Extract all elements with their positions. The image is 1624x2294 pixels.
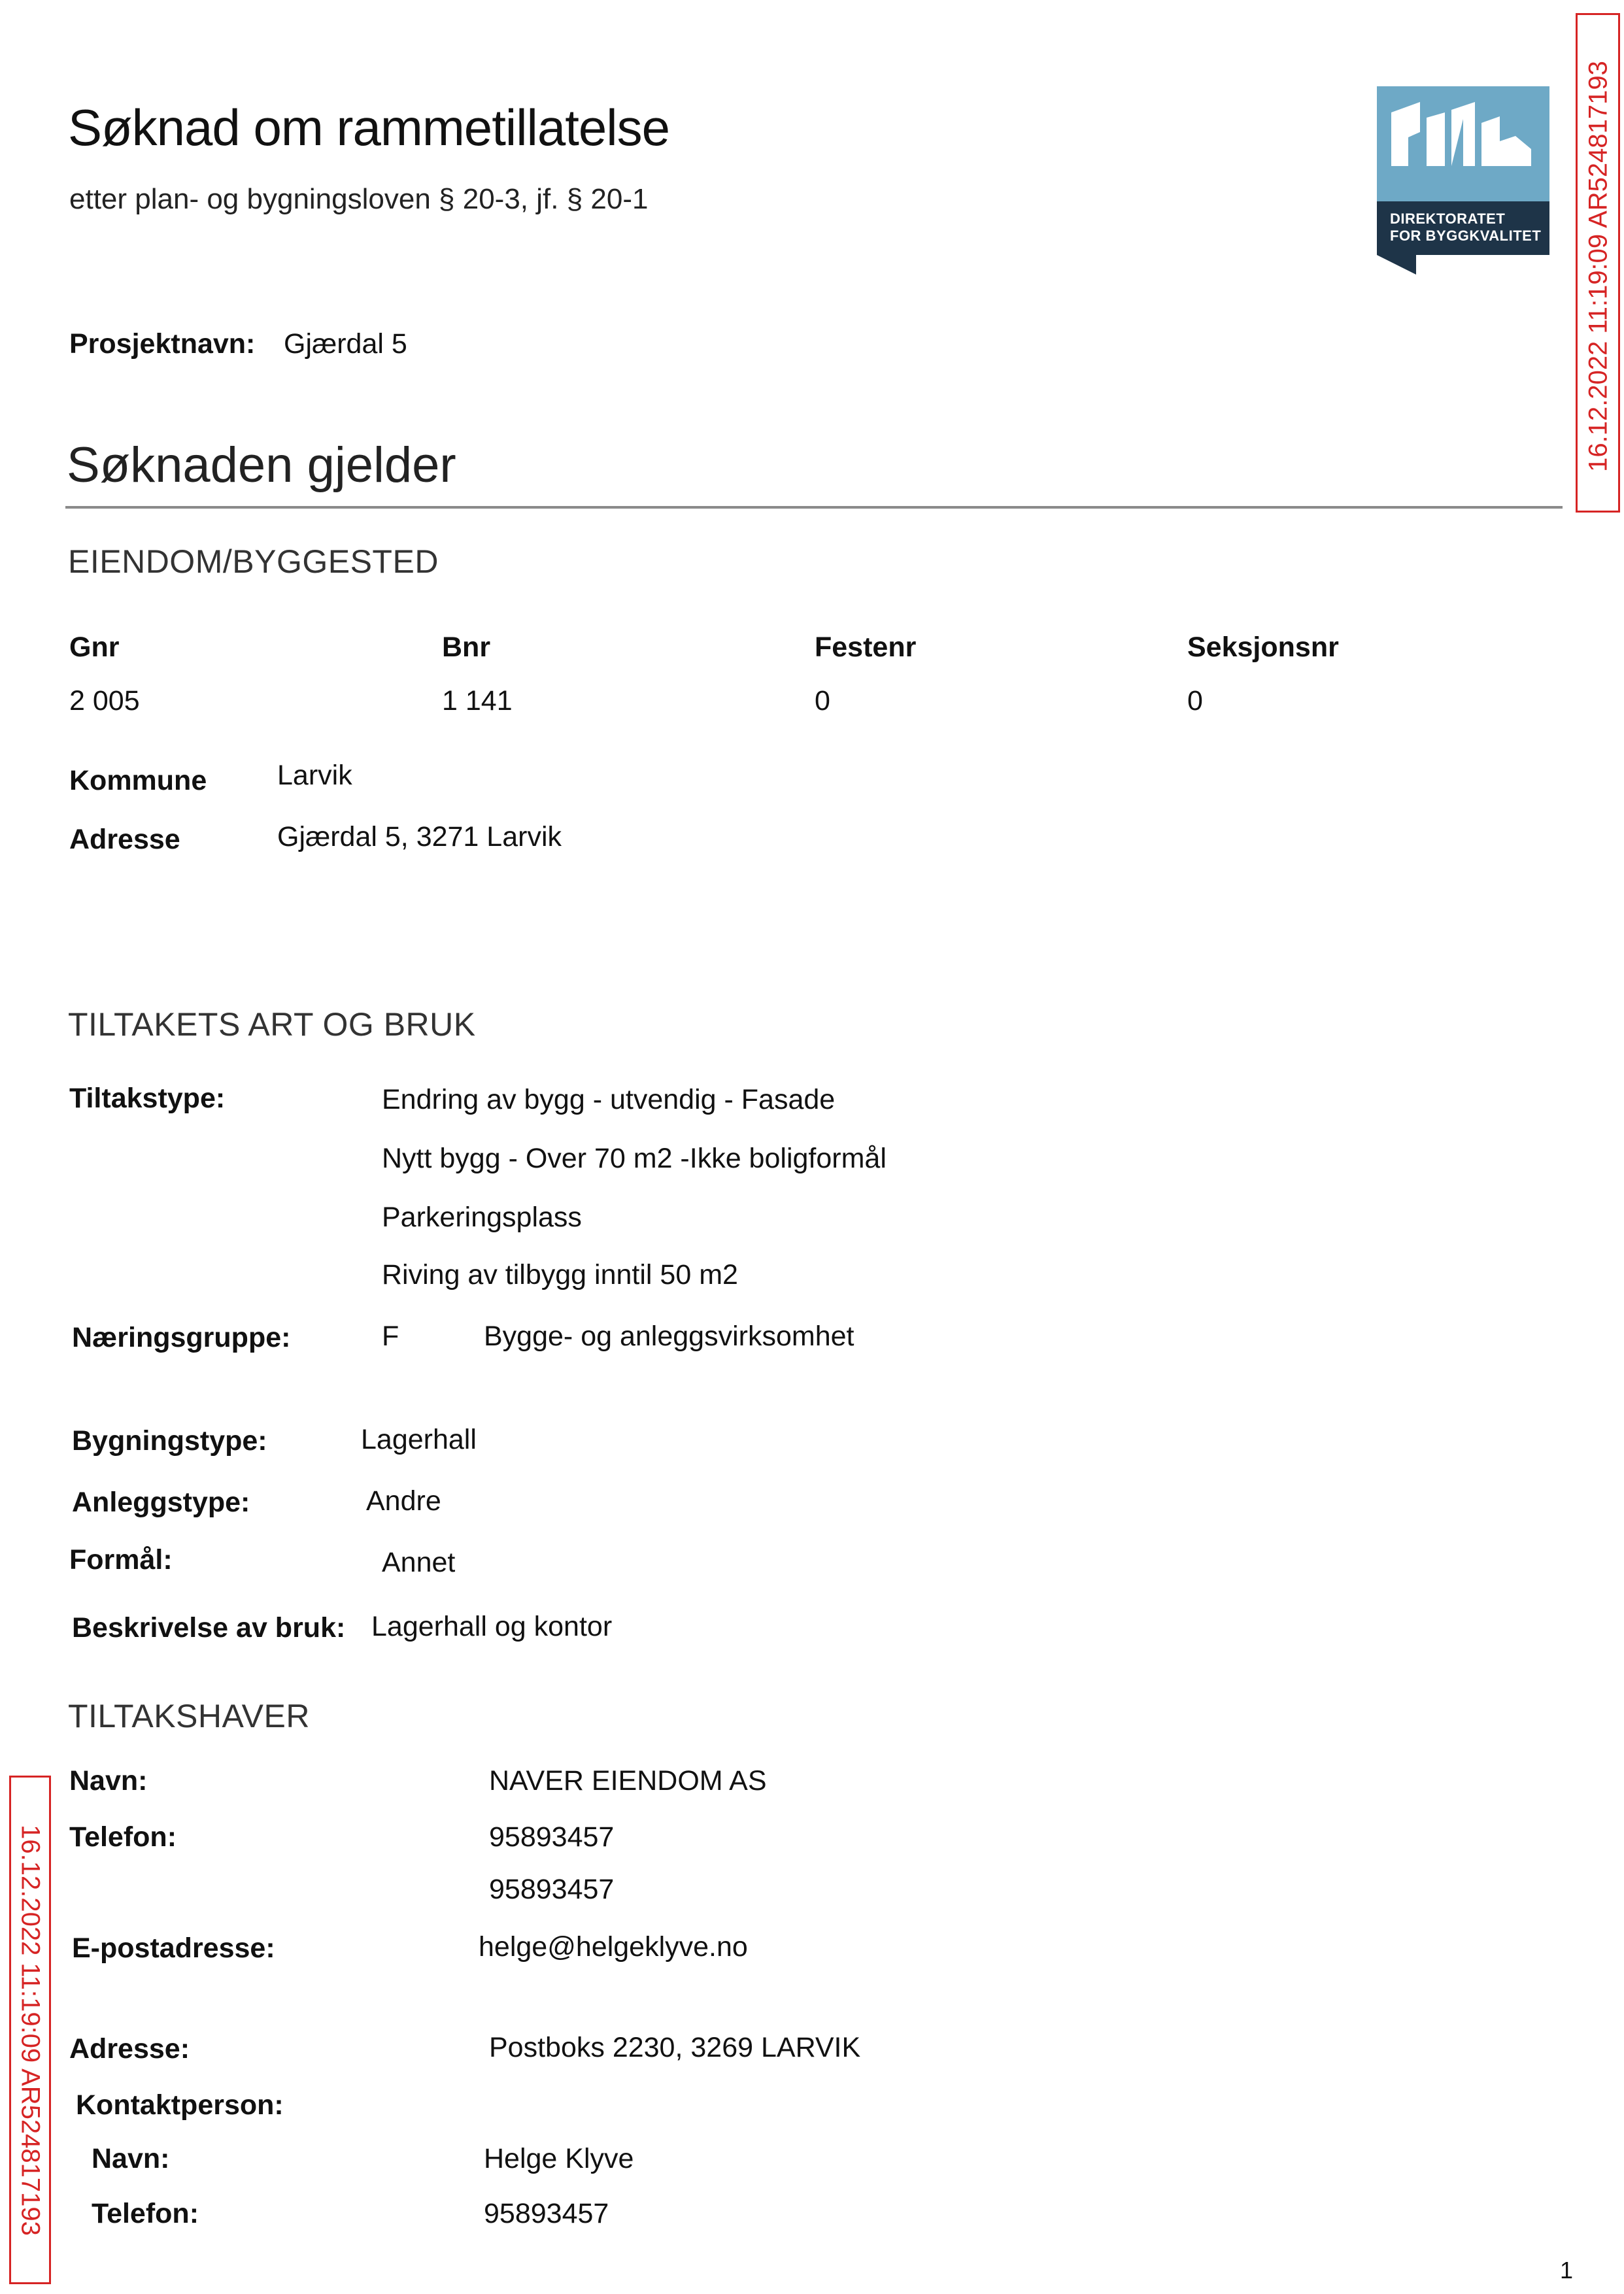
telefon-value: 95893457 <box>489 1874 615 1905</box>
page-number: 1 <box>1560 2257 1574 2284</box>
tiltakstype-item: Riving av tilbygg inntil 50 m2 <box>382 1259 738 1290</box>
adresse-value: Gjærdal 5, 3271 Larvik <box>277 821 562 852</box>
anleggstype-value: Andre <box>366 1485 441 1517</box>
timestamp-stamp-top <box>1576 13 1620 513</box>
adresse-label: Adresse <box>69 824 180 855</box>
heading-tiltakshaver: TILTAKSHAVER <box>68 1698 310 1734</box>
adresse-value-tiltakshaver: Postboks 2230, 3269 LARVIK <box>489 2032 861 2063</box>
kontakt-navn-label: Navn: <box>92 2143 170 2174</box>
telefon-value: 95893457 <box>489 1821 615 1853</box>
navn-label: Navn: <box>69 1765 148 1796</box>
seksjonsnr-value: 0 <box>1187 685 1203 717</box>
telefon-label: Telefon: <box>69 1821 177 1853</box>
gnr-value: 2 005 <box>69 685 140 717</box>
epost-value: helge@helgeklyve.no <box>479 1931 748 1963</box>
section-divider <box>65 506 1563 509</box>
festenr-value: 0 <box>815 685 830 717</box>
tiltakstype-label: Tiltakstype: <box>69 1083 226 1114</box>
anleggstype-label: Anleggstype: <box>72 1487 250 1518</box>
formal-label: Formål: <box>69 1544 173 1576</box>
tiltakstype-item: Nytt bygg - Over 70 m2 -Ikke boligformål <box>382 1143 887 1174</box>
dibk-logo-graphic <box>1377 86 1549 275</box>
naeringsgruppe-value: Bygge- og anleggsvirksomhet <box>484 1321 854 1352</box>
timestamp-stamp-left-text: 16.12.2022 11:19:09 AR524817193 <box>16 1825 45 2236</box>
document-subtitle: etter plan- og bygningsloven § 20-3, jf. § 20-1 <box>69 183 649 215</box>
kontakt-navn-value: Helge Klyve <box>484 2143 634 2174</box>
formal-value: Annet <box>382 1547 456 1578</box>
tiltakstype-item: Endring av bygg - utvendig - Fasade <box>382 1084 836 1115</box>
kontakt-telefon-value: 95893457 <box>484 2198 609 2229</box>
adresse-label-tiltakshaver: Adresse: <box>69 2033 190 2065</box>
document-title: Søknad om rammetillatelse <box>68 99 669 156</box>
tiltakstype-item: Parkeringsplass <box>382 1202 582 1233</box>
bygningstype-label: Bygningstype: <box>72 1425 267 1457</box>
dibk-logo <box>1377 86 1549 275</box>
kommune-value: Larvik <box>277 760 352 791</box>
kontaktperson-label: Kontaktperson: <box>76 2089 284 2121</box>
heading-tiltakets-art: TILTAKETS ART OG BRUK <box>68 1006 476 1043</box>
naeringsgruppe-code: F <box>382 1321 399 1352</box>
kontakt-telefon-label: Telefon: <box>92 2198 199 2229</box>
beskrivelse-label: Beskrivelse av bruk: <box>72 1612 346 1644</box>
naeringsgruppe-label: Næringsgruppe: <box>72 1322 291 1353</box>
festenr-label: Festenr <box>815 632 917 663</box>
beskrivelse-value: Lagerhall og kontor <box>371 1611 613 1642</box>
timestamp-stamp-top-text: 16.12.2022 11:19:09 AR524817193 <box>1583 61 1613 472</box>
navn-value: NAVER EIENDOM AS <box>489 1765 767 1796</box>
logo-line-1: DIREKTORATET <box>1390 211 1506 227</box>
gnr-label: Gnr <box>69 632 120 663</box>
kommune-label: Kommune <box>69 765 207 796</box>
logo-line-2: FOR BYGGKVALITET <box>1390 228 1542 244</box>
section-heading-soknaden: Søknaden gjelder <box>67 437 456 493</box>
project-value: Gjærdal 5 <box>284 328 407 360</box>
project-label: Prosjektnavn: <box>69 328 256 360</box>
bygningstype-value: Lagerhall <box>361 1424 477 1455</box>
bnr-label: Bnr <box>442 632 491 663</box>
seksjonsnr-label: Seksjonsnr <box>1187 632 1339 663</box>
timestamp-stamp-left <box>9 1776 51 2284</box>
epost-label: E-postadresse: <box>72 1932 275 1964</box>
bnr-value: 1 141 <box>442 685 513 717</box>
heading-eiendom: EIENDOM/BYGGESTED <box>68 543 439 580</box>
